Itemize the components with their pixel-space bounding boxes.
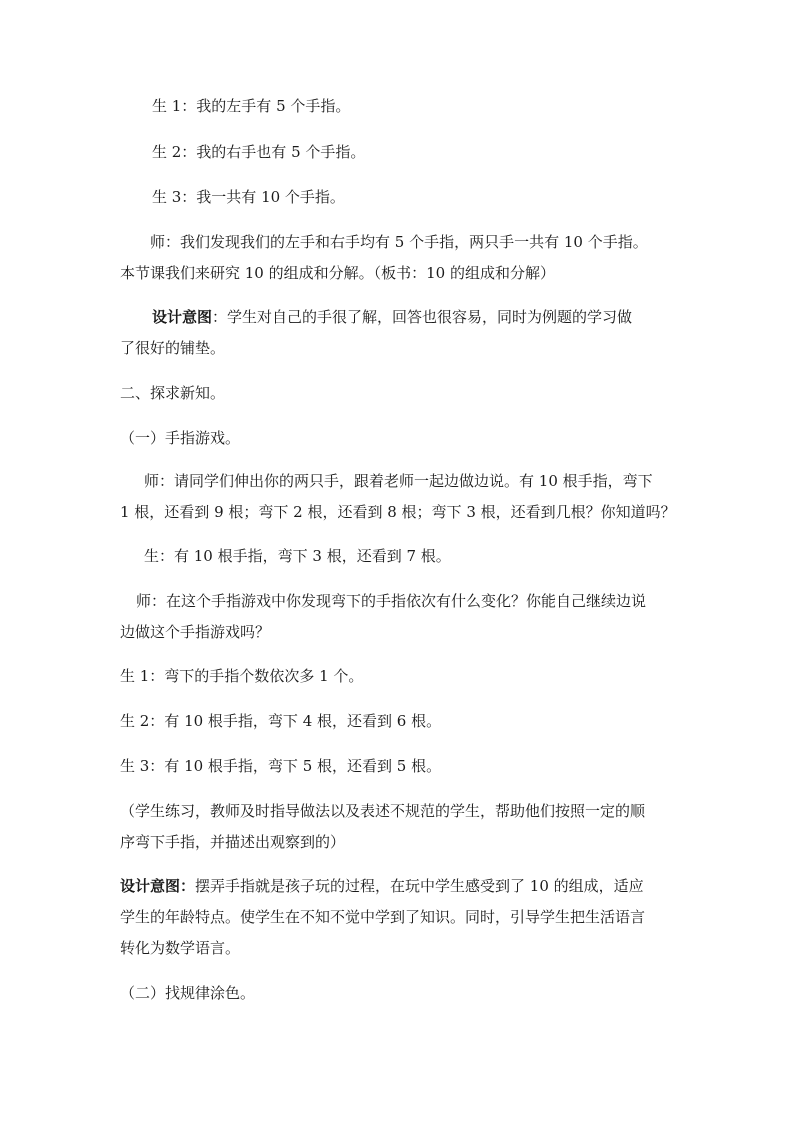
paragraph-line: 本节课我们来研究 10 的组成和分解。（板书：10 的组成和分解） xyxy=(120,264,555,282)
paragraph-line: 师：在这个手指游戏中你发现弯下的手指依次有什么变化？你能自己继续边说 xyxy=(136,592,647,610)
paragraph-line: 师：请同学们伸出你的两只手，跟着老师一起边做边说。有 10 根手指，弯下 xyxy=(144,472,653,490)
design-intent-label: 设计意图： xyxy=(120,877,196,895)
design-intent-label: 设计意图 xyxy=(152,308,213,326)
paragraph-line: （学生练习，教师及时指导做法以及表述不规范的学生，帮助他们按照一定的顺 xyxy=(120,802,646,820)
subsection-heading: （一）手指游戏。 xyxy=(120,429,241,447)
paragraph-line: 转化为数学语言。 xyxy=(120,939,241,957)
paragraph-line: 生 2：我的右手也有 5 个手指。 xyxy=(152,143,366,161)
paragraph-line: 序弯下手指，并描述出观察到的） xyxy=(120,833,346,851)
paragraph-line: 生 1：弯下的手指个数依次多 1 个。 xyxy=(120,667,364,685)
paragraph-line: 生 1：我的左手有 5 个手指。 xyxy=(152,97,351,115)
subsection-heading: （二）找规律涂色。 xyxy=(120,984,256,1002)
paragraph-line: 师：我们发现我们的左手和右手均有 5 个手指，两只手一共有 10 个手指。 xyxy=(150,233,648,251)
paragraph-line: 生 3：我一共有 10 个手指。 xyxy=(152,188,345,206)
paragraph-line: 边做这个手指游戏吗？ xyxy=(120,623,271,641)
paragraph-line: 生 2：有 10 根手指，弯下 4 根，还看到 6 根。 xyxy=(120,712,442,730)
design-intent-line: 设计意图：学生对自己的手很了解，回答也很容易，同时为例题的学习做 xyxy=(152,308,633,326)
paragraph-line: 生 3：有 10 根手指，弯下 5 根，还看到 5 根。 xyxy=(120,757,442,775)
paragraph-line: 1 根，还看到 9 根；弯下 2 根，还看到 8 根；弯下 3 根，还看到几根？你知道吗？ xyxy=(120,503,676,521)
design-intent-line: 设计意图：摆弄手指就是孩子玩的过程，在玩中学生感受到了 10 的组成，适应 xyxy=(120,877,644,895)
paragraph-line: 生：有 10 根手指，弯下 3 根，还看到 7 根。 xyxy=(144,547,451,565)
paragraph-line: 学生的年龄特点。使学生在不知不觉中学到了知识。同时，引导学生把生活语言 xyxy=(120,908,646,926)
paragraph-line: 了很好的铺垫。 xyxy=(120,339,226,357)
section-heading: 二、探求新知。 xyxy=(120,384,226,402)
